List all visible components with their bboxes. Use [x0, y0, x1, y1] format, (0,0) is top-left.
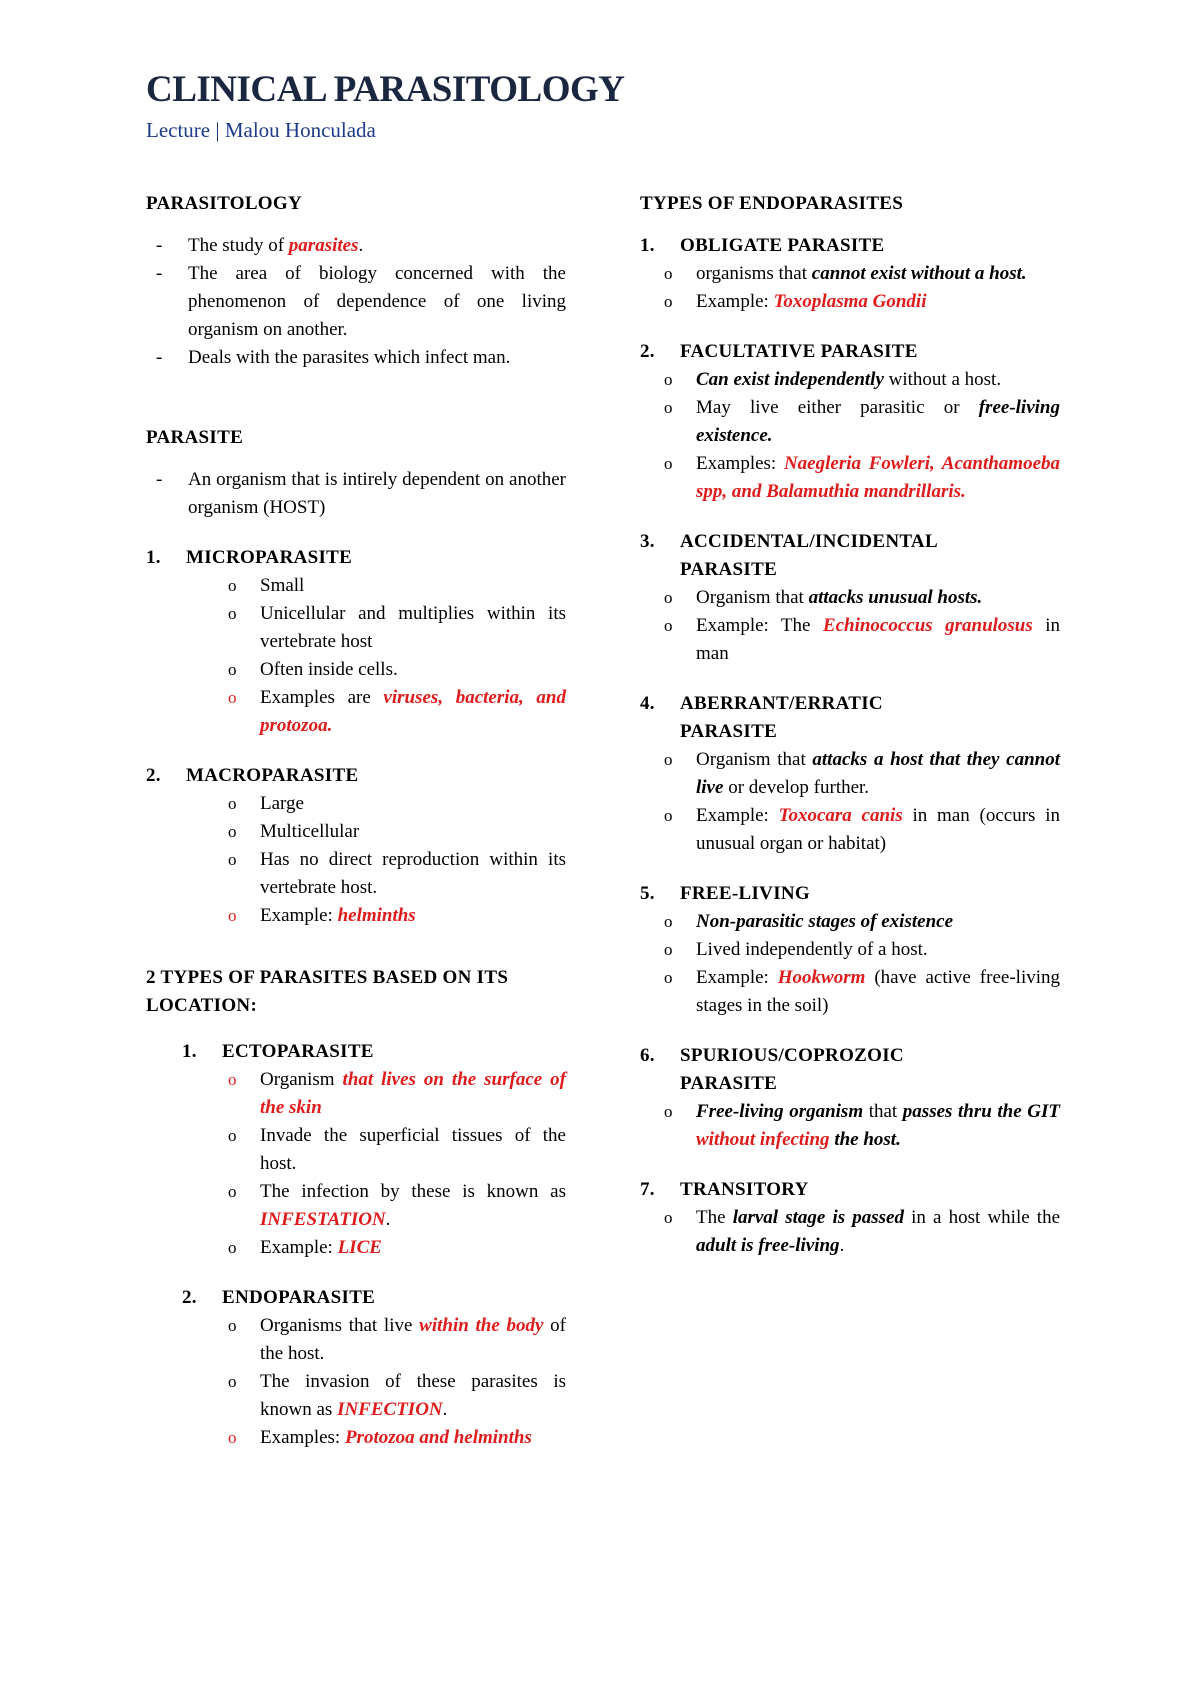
- list-item: o Example: Hookworm (have active free-living stages in the soil): [664, 967, 1060, 1016]
- section-heading-endoparasite-types: TYPES OF ENDOPARASITES: [640, 193, 904, 214]
- page-subtitle: Lecture | Malou Honculada: [146, 118, 376, 142]
- obligate-block: 1. OBLIGATE PARASITE o organisms that cannot exist without a host. o Example: Toxoplasma Gondii: [640, 232, 1060, 316]
- section-heading-parasite: PARASITE: [146, 427, 244, 448]
- page-title: CLINICAL PARASITOLOGY: [146, 69, 625, 110]
- list-item: o Example: Toxocara canis in man (occurs in unusual organ or habitat): [664, 805, 1061, 854]
- list-item: - The study of parasites.: [156, 235, 364, 256]
- aberrant-block: 4. ABERRANT/ERRATIC PARASITE o Organism that attacks a host that they cannot live or develop further. o Example: Toxocara canis in man (occurs in unusual organ or habitat): [640, 690, 1060, 858]
- parasitology-list: [146, 232, 566, 372]
- list-item: o Free-living organism that passes thru the GIT without infecting the host.: [664, 1101, 1060, 1150]
- facultative-block: 2. FACULTATIVE PARASITE o Can exist independently without a host. o May live either parasitic or free-living existence. o Examples: Naegleria Fowleri, Acanthamoeba spp, and Balamuthia mandrillaris.: [640, 338, 1060, 506]
- list-item: o Often inside cells.: [228, 659, 398, 680]
- list-item: o The larval stage is passed in a host while the adult is free-living.: [664, 1207, 1061, 1256]
- list-item: o Organisms that live within the body of the host.: [228, 1315, 567, 1364]
- list-item: o Invade the superficial tissues of the host.: [228, 1125, 566, 1174]
- list-item: o Multicellular: [228, 821, 360, 842]
- list-item: - The area of biology concerned with the phenomenon of dependence of one living organism on another.: [156, 263, 566, 340]
- list-item: - Deals with the parasites which infect man.: [156, 347, 511, 368]
- transitory-block: 7. TRANSITORY o The larval stage is passed in a host while the adult is free-living.: [640, 1176, 1060, 1260]
- macroparasite-block: 2. MACROPARASITE o Large o Multicellular o Has no direct reproduction within its vertebrate host. o Example: helminths: [146, 762, 566, 930]
- list-item: o Examples: Naegleria Fowleri, Acanthamoeba spp, and Balamuthia mandrillaris.: [664, 453, 1060, 502]
- list-item: o Example: Toxoplasma Gondii: [664, 291, 927, 312]
- list-item: o Organism that attacks unusual hosts.: [664, 587, 983, 608]
- list-item: o The infection by these is known as INFESTATION.: [228, 1181, 566, 1230]
- list-item: o May live either parasitic or free-living existence.: [664, 397, 1060, 446]
- list-item: o Lived independently of a host.: [664, 939, 928, 960]
- ectoparasite-block: 1. ECTOPARASITE o Organism that lives on the surface of the skin o Invade the superficial tissues of the host. o The infection by these is known as INFESTATION. o Example: LICE: [146, 1038, 566, 1262]
- endoparasite-block: 2. ENDOPARASITE o Organisms that live within the body of the host. o The invasion of these parasites is known as INFECTION. o Examples: Protozoa and helminths: [146, 1284, 566, 1452]
- list-item: o Examples: Protozoa and helminths: [228, 1427, 532, 1448]
- list-item: o Large: [228, 793, 304, 814]
- parasite-list: [146, 466, 566, 522]
- right-column: [640, 190, 1060, 1260]
- list-item: o Example: helminths: [228, 905, 416, 926]
- list-item: o Organism that lives on the surface of the skin: [228, 1069, 566, 1118]
- list-item: o The invasion of these parasites is known as INFECTION.: [228, 1371, 566, 1420]
- list-item: o Non-parasitic stages of existence: [664, 911, 954, 932]
- list-item: o Examples are viruses, bacteria, and protozoa.: [228, 687, 566, 736]
- list-item: o organisms that cannot exist without a host.: [664, 263, 1027, 284]
- section-heading-location: 2 TYPES OF PARASITES BASED ON ITS LOCATION:: [146, 967, 509, 1016]
- section-heading-parasitology: PARASITOLOGY: [146, 193, 302, 214]
- list-item: o Has no direct reproduction within its vertebrate host.: [228, 849, 566, 898]
- list-item: o Organism that attacks a host that they cannot live or develop further.: [664, 749, 1060, 798]
- list-item: o Small: [228, 575, 305, 596]
- list-item: o Example: LICE: [228, 1237, 382, 1258]
- free-living-block: 5. FREE-LIVING o Non-parasitic stages of existence o Lived independently of a host. o Example: Hookworm (have active free-living stages in the soil): [640, 880, 1060, 1020]
- list-item: o Example: The Echinococcus granulosus in man: [664, 615, 1060, 664]
- spurious-block: 6. SPURIOUS/COPROZOIC PARASITE o Free-living organism that passes thru the GIT without infecting the host.: [640, 1042, 1060, 1154]
- left-column: [146, 190, 566, 1452]
- accidental-block: 3. ACCIDENTAL/INCIDENTAL PARASITE o Organism that attacks unusual hosts. o Example: The Echinococcus granulosus in man: [640, 528, 1060, 668]
- list-item: o Can exist independently without a host.: [664, 369, 1002, 390]
- microparasite-block: 1. MICROPARASITE o Small o Unicellular and multiplies within its vertebrate host o Often inside cells. o Examples are viruses, bacteria, and protozoa.: [146, 544, 566, 740]
- list-item: o Unicellular and multiplies within its vertebrate host: [228, 603, 566, 652]
- list-item: - An organism that is intirely dependent on another organism (HOST): [156, 469, 566, 518]
